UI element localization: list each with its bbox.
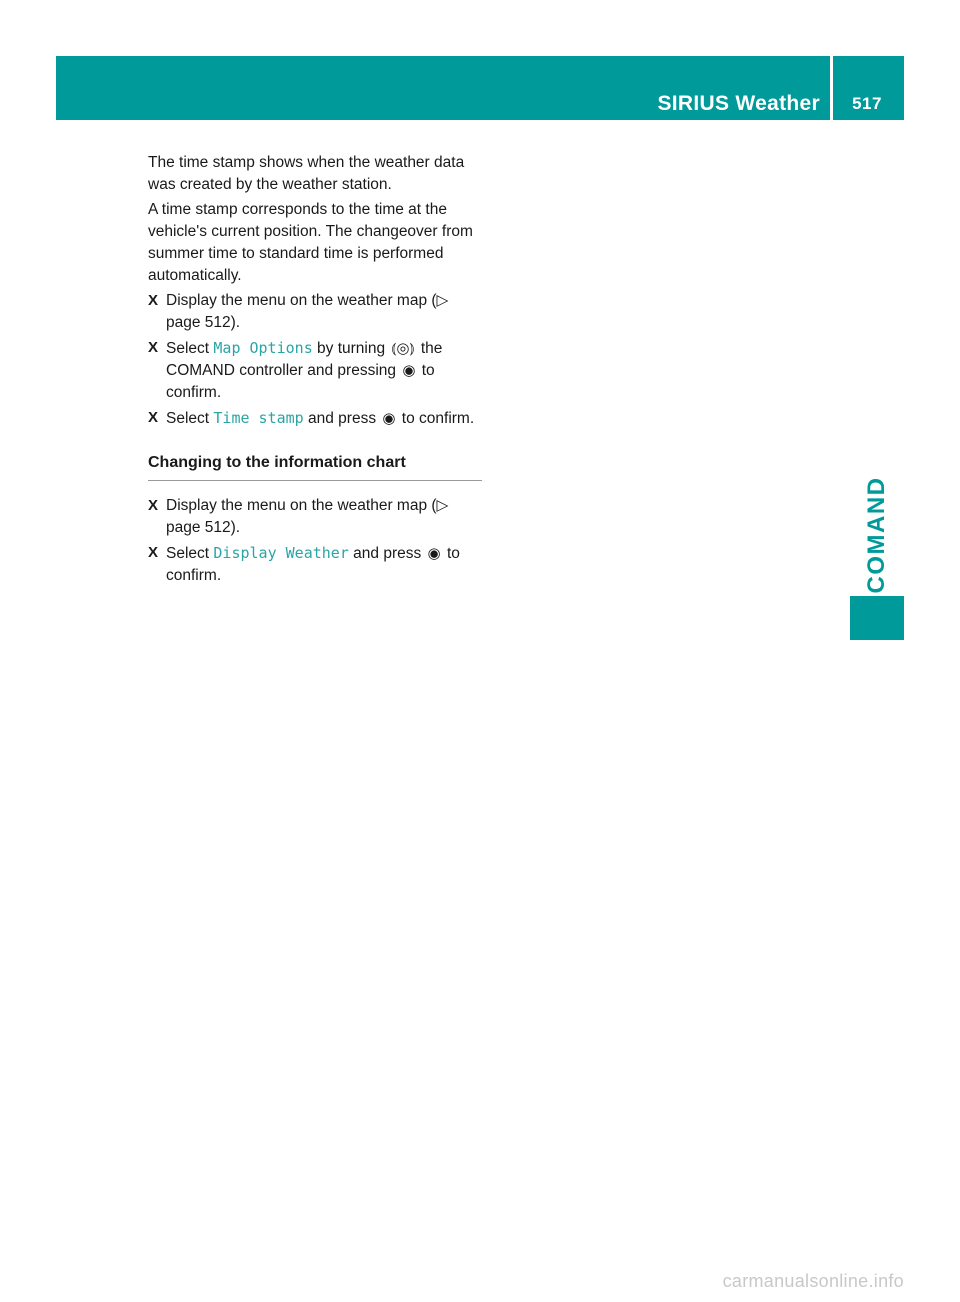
- chapter-tab-marker: [850, 596, 904, 640]
- controller-press-icon: ◉: [402, 362, 416, 379]
- step-display-menu-2: X Display the menu on the weather map (▷ page 512).: [148, 497, 449, 536]
- step-select-time-stamp: X Select Time stamp and press ◉ to confirm.: [148, 407, 482, 430]
- step-marker-icon: X: [148, 292, 159, 309]
- step-select-map-options: X Select Map Options by turning ⦅◎⦆ the COMAND controller and pressing ◉ to confirm.: [148, 339, 443, 401]
- menu-item-display-weather: Display Weather: [213, 544, 349, 562]
- controller-press-icon: ◉: [427, 545, 441, 562]
- controller-turn-icon: ⦅◎⦆: [391, 340, 415, 357]
- step-marker-icon: X: [148, 544, 159, 561]
- paragraph-timestamp: The time stamp shows when the weather data was created by the weather station.: [148, 154, 465, 193]
- page-reference-icon: ▷: [436, 292, 449, 309]
- step-display-menu: X Display the menu on the weather map (▷ page 512).: [148, 292, 449, 331]
- menu-item-map-options: Map Options: [213, 339, 313, 357]
- page-title: SIRIUS Weather: [657, 92, 820, 115]
- header-divider: [830, 56, 833, 120]
- chapter-tab-label: COMAND: [863, 476, 890, 594]
- page-reference-icon: ▷: [436, 497, 449, 514]
- main-content: [148, 152, 482, 590]
- controller-press-icon: ◉: [382, 410, 396, 427]
- paragraph-timezone: A time stamp corresponds to the time at the vehicle's current position. The changeover from summer time to standard time is performed automatically.: [148, 201, 473, 284]
- step-marker-icon: X: [148, 339, 159, 356]
- menu-item-time-stamp: Time stamp: [213, 409, 304, 427]
- page-number: 517: [852, 94, 882, 113]
- section-heading: Changing to the information chart: [148, 452, 482, 481]
- watermark: carmanualsonline.info: [722, 1271, 904, 1291]
- step-marker-icon: X: [148, 497, 159, 514]
- step-select-display-weather: X Select Display Weather and press ◉ to confirm.: [148, 544, 460, 584]
- step-marker-icon: X: [148, 409, 159, 426]
